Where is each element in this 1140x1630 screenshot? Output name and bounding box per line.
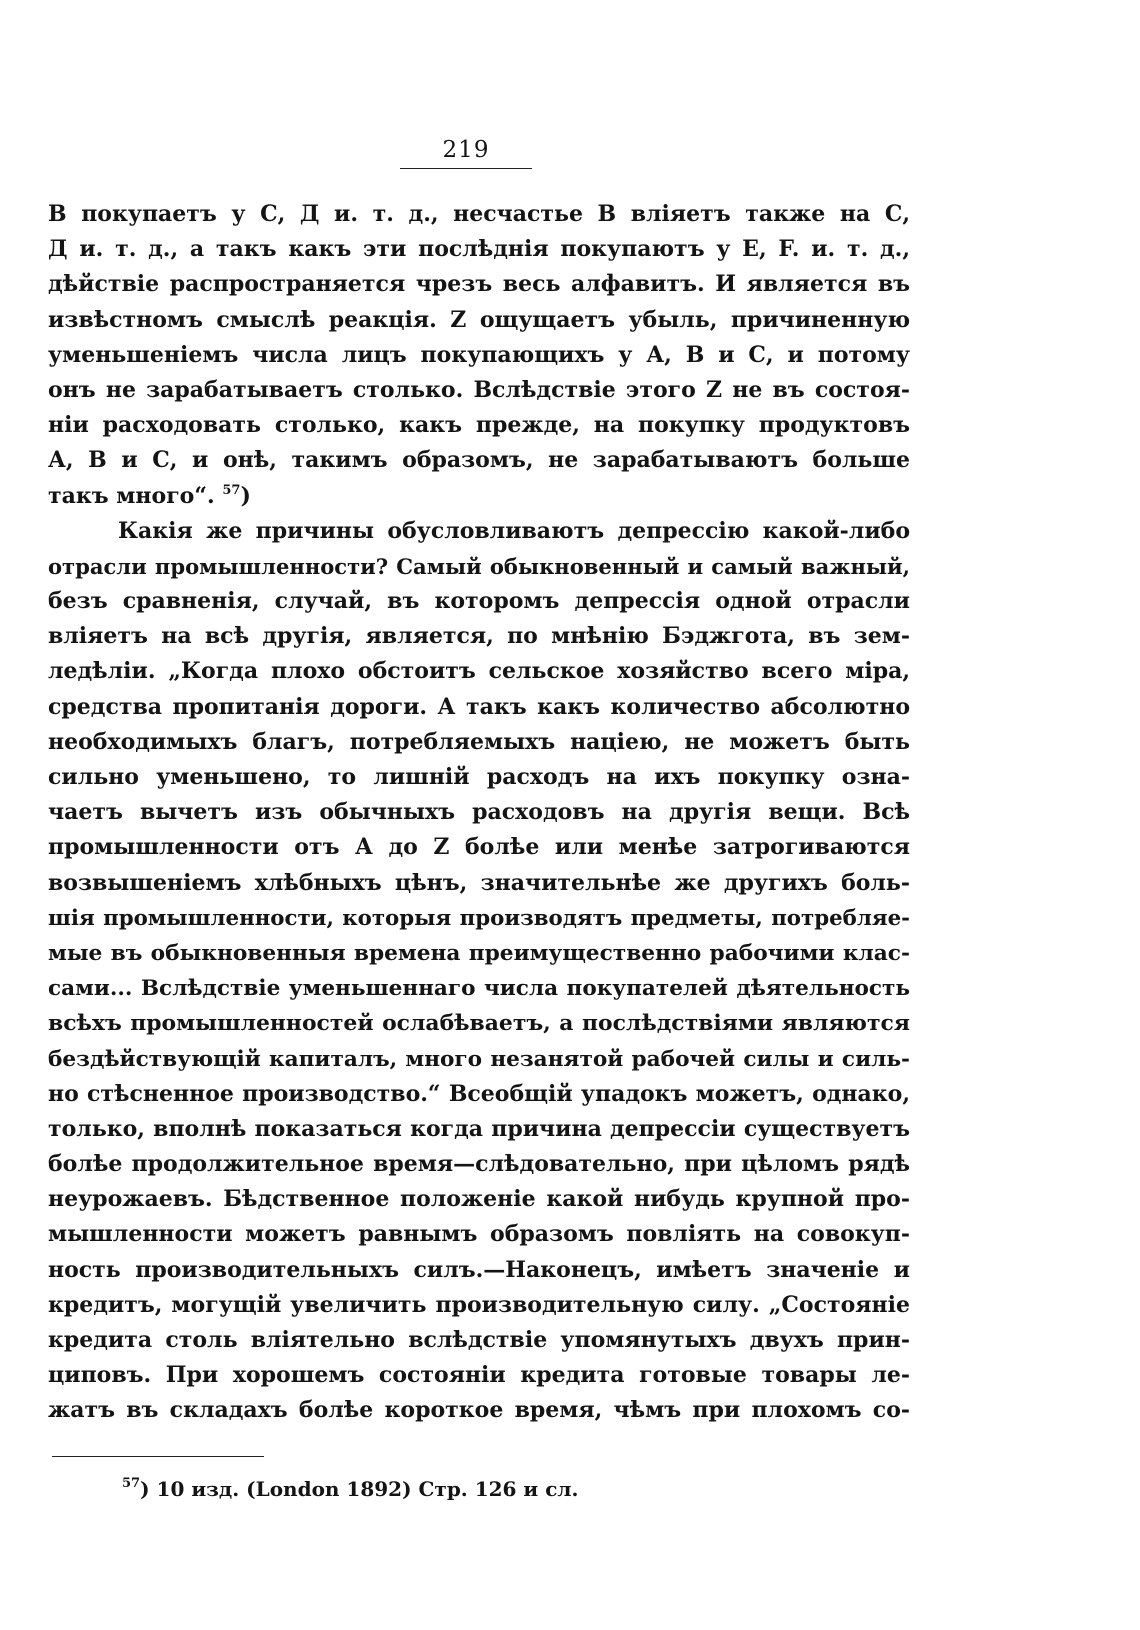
text-line: необходимыхъ благъ, потребляемыхъ націею, не можетъ быть bbox=[48, 728, 910, 755]
page-number: 219 bbox=[442, 137, 490, 163]
text-line: средства пропитанія дороги. А такъ какъ количество абсолютно bbox=[48, 693, 910, 720]
text-line: бездѣйствующій капиталъ, много незанятой рабочей силы и силь- bbox=[48, 1046, 910, 1072]
text-line: онъ не зарабатываетъ столько. Вслѣдствіе этого Z не въ состоя- bbox=[48, 376, 910, 403]
paragraph-end-line bbox=[48, 479, 910, 514]
header-rule bbox=[400, 168, 532, 169]
body-text bbox=[48, 197, 910, 1429]
text-line: Д и. т. д., а такъ какъ эти послѣднія покупаютъ у Е, F. и. т. д., bbox=[48, 236, 910, 263]
text-line: А, В и С, и онѣ, такимъ образомъ, не зарабатываютъ больше bbox=[48, 447, 910, 474]
text-line: кредитъ, могущій увеличить производительную силу. „Состояніе bbox=[48, 1291, 910, 1318]
text-line: болѣе продолжительное время—слѣдовательно, при цѣломъ рядѣ bbox=[48, 1151, 910, 1178]
footnote-marker-close: ) bbox=[140, 1477, 150, 1501]
text-line: кредита столь вліятельно вслѣдствіе упомянутыхъ двухъ прин- bbox=[48, 1327, 910, 1353]
text-line: мышленности можетъ равнымъ образомъ повліять на совокуп- bbox=[48, 1221, 910, 1248]
text-line: только, вполнѣ показаться когда причина депрессіи существуетъ bbox=[48, 1115, 910, 1142]
text-line: отрасли промышленности? Самый обыкновенный и самый важный, bbox=[48, 553, 910, 579]
paragraph-first-line: Какія же причины обусловливаютъ депрессію какой-либо bbox=[118, 517, 910, 544]
text-line: мые въ обыкновенныя времена преимущественно рабочими клас- bbox=[48, 940, 910, 966]
text-line: но стѣсненное производство.“ Всеобщій упадокъ можетъ, однако, bbox=[48, 1080, 910, 1107]
footnote-marker: 57 bbox=[122, 1476, 141, 1491]
text-line: ніи расходовать столько, какъ прежде, на покупку продуктовъ bbox=[48, 412, 910, 439]
text-line: возвышеніемъ хлѣбныхъ цѣнъ, значительнѣе же другихъ боль- bbox=[48, 869, 910, 896]
text-line: жатъ въ складахъ болѣе короткое время, чѣмъ при плохомъ со- bbox=[48, 1397, 910, 1424]
text-line: вліяетъ на всѣ другія, является, по мнѣнію Бэджгота, въ зем- bbox=[48, 623, 910, 650]
text-line: В покупаетъ у С, Д и. т. д., несчастье В вліяетъ также на С, bbox=[48, 201, 910, 227]
text-line: всѣхъ промышленностей ослабѣваетъ, а послѣдствіями являются bbox=[48, 1010, 910, 1037]
text-line: сильно уменьшено, то лишній расходъ на ихъ покупку озна- bbox=[48, 764, 910, 790]
text-line: безъ сравненія, случай, въ которомъ депрессія одной отрасли bbox=[48, 588, 910, 615]
text-line: циповъ. При хорошемъ состояніи кредита готовые товары ле- bbox=[48, 1362, 910, 1389]
text-line: сами... Вслѣдствіе уменьшеннаго числа покупателей дѣятельность bbox=[48, 976, 910, 1002]
text-line: промышленности отъ А до Z болѣе или менѣе затрогиваются bbox=[48, 834, 910, 861]
text-line: ледѣліи. „Когда плохо обстоитъ сельское хозяйство всего міра, bbox=[48, 658, 910, 685]
text-line: шія промышленности, которыя производятъ предметы, потребляе- bbox=[48, 905, 910, 931]
footnote-reference: 57 bbox=[222, 482, 241, 498]
text-line: такъ много“. bbox=[48, 482, 215, 509]
text-line: уменьшеніемъ числа лицъ покупающихъ у А, В и С, и потому bbox=[48, 341, 910, 368]
text-line: дѣйствіе распространяется чрезъ весь алфавитъ. И является въ bbox=[48, 271, 910, 298]
footnote-rule bbox=[52, 1456, 264, 1457]
footnote-text: 10 изд. (London 1892) Стр. 126 и сл. bbox=[156, 1477, 579, 1501]
text-line: извѣстномъ смыслѣ реакція. Z ощущаетъ убыль, причиненную bbox=[48, 306, 910, 333]
text-line: чаетъ вычетъ изъ обычныхъ расходовъ на другія вещи. Всѣ bbox=[48, 799, 910, 826]
footnote bbox=[122, 1476, 578, 1502]
footnote-reference-close: ) bbox=[240, 482, 251, 509]
text-line: ность производительныхъ силъ.—Наконецъ, имѣетъ значеніе и bbox=[48, 1256, 910, 1283]
text-line: неурожаевъ. Бѣдственное положеніе какой нибудь крупной про- bbox=[48, 1186, 910, 1213]
